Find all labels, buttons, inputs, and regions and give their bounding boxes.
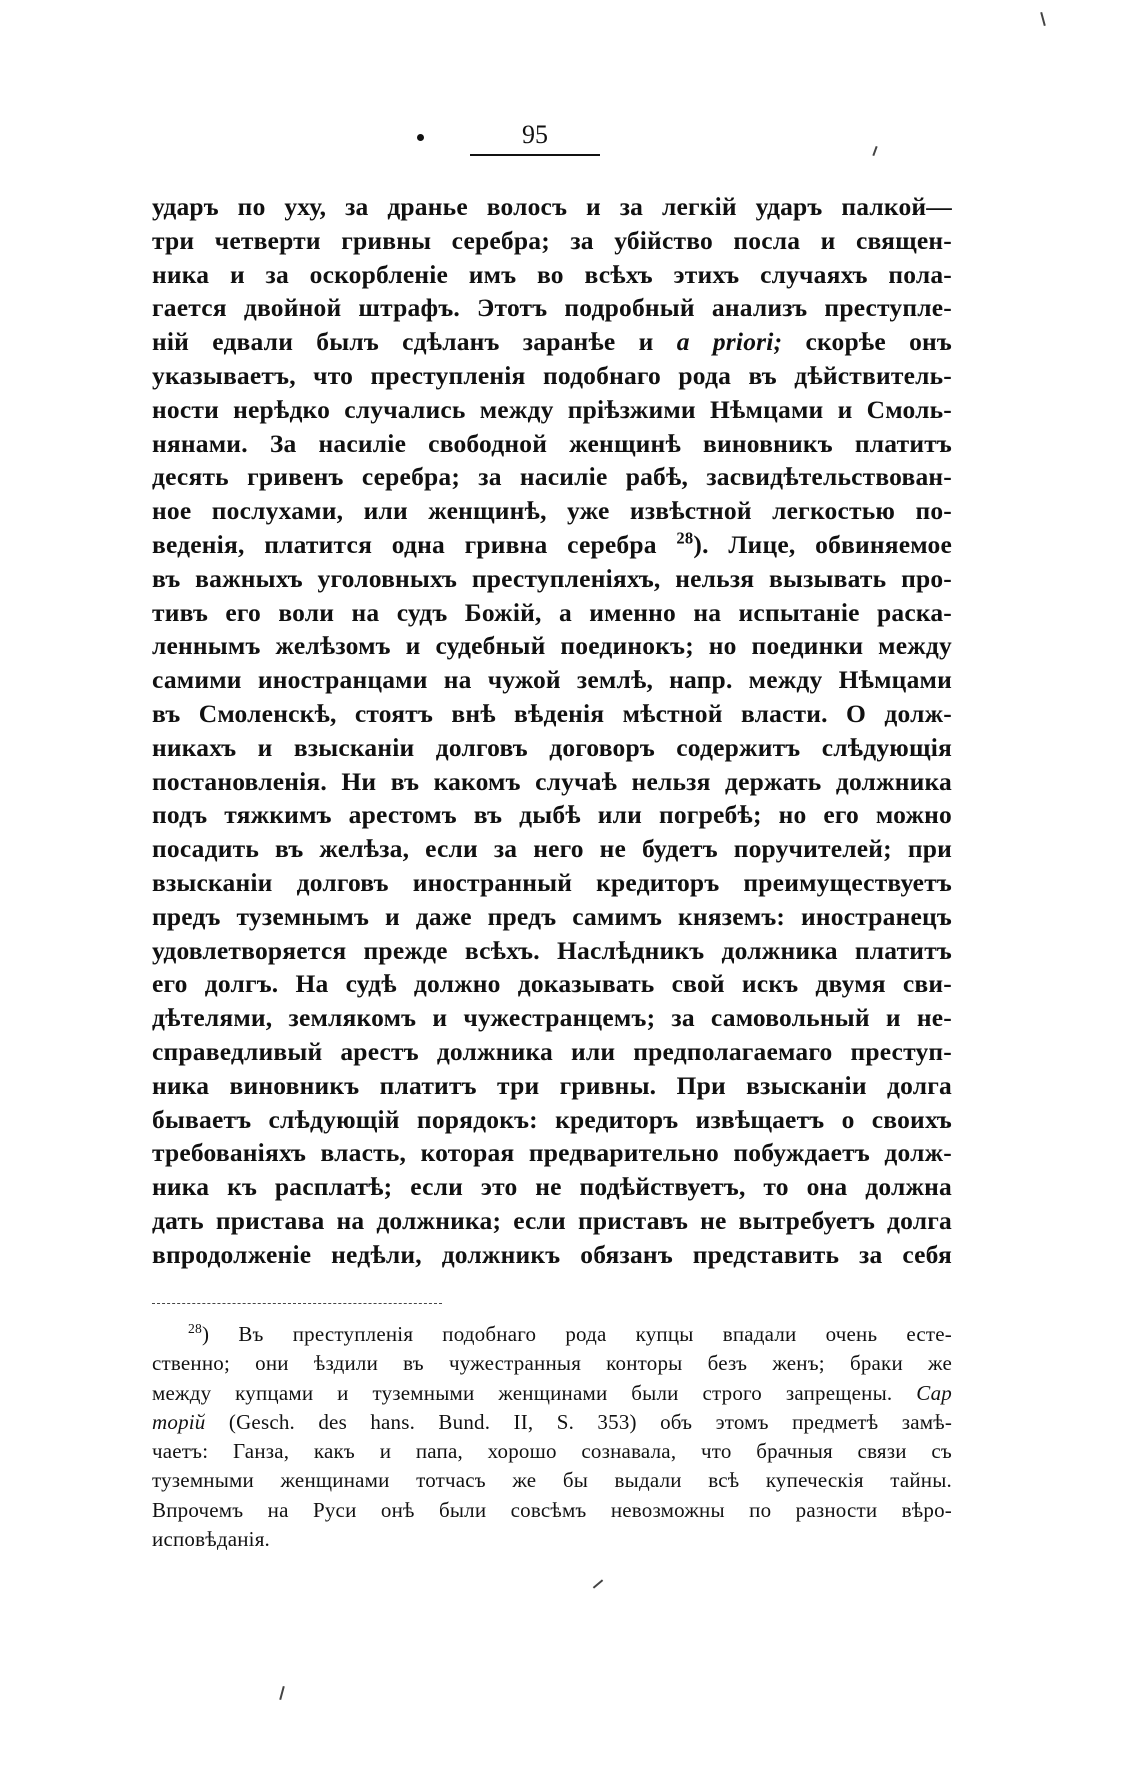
text-line: бываетъ слѣдующій порядокъ: кредиторъ извѣщаетъ о своихъ [152,1104,952,1134]
text-line: подъ тяжкимъ арестомъ въ дыбѣ или погребѣ; но его можно [152,800,952,830]
text-line: ности нерѣдко случались между пріѣзжими Нѣмцами и Смоль- [152,394,952,424]
text-line: въ важныхъ уголовныхъ преступленіяхъ, нельзя вызывать про- [152,563,952,593]
text-line: ника къ расплатѣ; если это не подѣйствуетъ, то она должна [152,1172,952,1202]
footnote-marker: 28 [188,1321,203,1336]
text-line: ударъ по уху, за дранье волосъ и за легкій ударъ палкой— [152,192,952,221]
text-line: гается двойной штрафъ. Этотъ подробный анализъ преступле- [152,293,952,323]
scan-speck [593,1579,603,1588]
footnote-line-sartorius-cont [152,1408,952,1437]
header-rule [470,154,600,156]
text-line: справедливый арестъ должника или предполагаемаго преступ- [152,1036,952,1066]
text-line: ное послухами, или женщинѣ, уже извѣстной легкостью по- [152,496,952,526]
text-line: тивъ его воли на судъ Божій, а именно на испытаніе раска- [152,597,952,627]
text-line: дать пристава на должника; если приставъ не вытребуетъ долга [152,1205,952,1235]
text-line: дѣтелями, землякомъ и чужестранцемъ; за самовольный и не- [152,1003,952,1033]
text-line-footnote-ref [152,528,952,562]
footnote-line: Впрочемъ на Руси онѣ были совсѣмъ невозможны по разности вѣро- [152,1497,952,1522]
text-line: три четверти гривны серебра; за убійство посла и священ- [152,225,952,255]
footnote-line: исповѣданія. [152,1527,271,1552]
text-line: указываетъ, что преступленія подобнаго рода въ дѣйствитель- [152,360,952,390]
page-header [0,120,1140,160]
footnote-line: ственно; они ѣздили въ чужестранныя конторы безъ женъ; браки же [152,1351,952,1376]
scan-speck [1040,12,1046,26]
italic-sartorius-part1: Сар [916,1380,952,1405]
text-line: нянами. За насиліе свободной женщинѣ виновникъ платитъ [152,428,952,458]
text-segment: ній едвали былъ сдѣланъ заранѣе и [152,327,654,357]
footnote-segment: ) Въ преступленія подобнаго рода купцы впадали очень есте- [202,1322,952,1346]
text-line: десять гривенъ серебра; за насиліе рабѣ, засвидѣтельствован- [152,462,952,492]
footnote-line-first [152,1320,952,1349]
text-segment: ). Лице, обвиняемое [693,529,952,559]
text-line: постановленія. Ни въ какомъ случаѣ нельзя держать должника [152,766,952,796]
footnote-block [152,1320,952,1554]
text-line: ника и за оскорбленіе имъ во всѣхъ этихъ случаяхъ пола- [152,259,952,289]
text-line: впродолженіе недѣли, должникъ обязанъ представить за себя [152,1239,952,1269]
scan-speck [279,1686,285,1700]
footnote-segment: между купцами и туземными женщинами были строго запрещены. [152,1380,893,1405]
text-line: ника виновникъ платитъ три гривны. При взысканіи долга [152,1070,952,1100]
text-line-a-priori [152,325,952,359]
main-text-block [152,190,952,1272]
italic-a-priori: a priori; [676,327,783,357]
text-line: взысканіи долговъ иностранный кредиторъ преимуществуетъ [152,867,952,897]
header-dot-mark [417,134,424,141]
text-segment: скорѣе онъ [782,327,952,357]
footnote-reference[interactable]: 28 [676,528,694,548]
text-line: самими иностранцами на чужой землѣ, напр. между Нѣмцами [152,665,952,695]
text-line: предъ туземнымъ и даже предъ самимъ княземъ: иностранецъ [152,901,952,931]
footnote-line-sartorius [152,1379,952,1408]
text-line: въ Смоленскѣ, стоятъ внѣ вѣденія мѣстной власти. О долж- [152,698,952,728]
italic-sartorius-part2: торій [152,1409,206,1434]
text-line: посадить въ желѣза, если за него не будетъ поручителей; при [152,834,952,864]
footnote-separator [152,1303,442,1304]
footnote-segment: (Gesch. des hans. Bund. II, S. 353) объ этомъ предметѣ замѣ- [228,1409,953,1434]
page-number: 95 [522,120,548,149]
footnote-line: туземными женщинами тотчасъ же бы выдали всѣ купеческія тайны. [152,1468,952,1493]
footnote-line: чаетъ: Ганза, какъ и папа, хорошо сознавала, что брачныя связи съ [152,1439,952,1464]
text-line: требованіяхъ власть, которая предварительно побуждаетъ долж- [152,1138,952,1168]
text-line: леннымъ желѣзомъ и судебный поединокъ; но поединки между [152,631,952,661]
text-line: никахъ и взысканіи долговъ договоръ содержитъ слѣдующія [152,732,952,762]
text-segment: веденія, платится одна гривна серебра [152,529,657,559]
text-line: удовлетворяется прежде всѣхъ. Наслѣдникъ должника платитъ [152,935,952,965]
text-line: его долгъ. На судѣ должно доказывать свой искъ двумя сви- [152,969,952,999]
